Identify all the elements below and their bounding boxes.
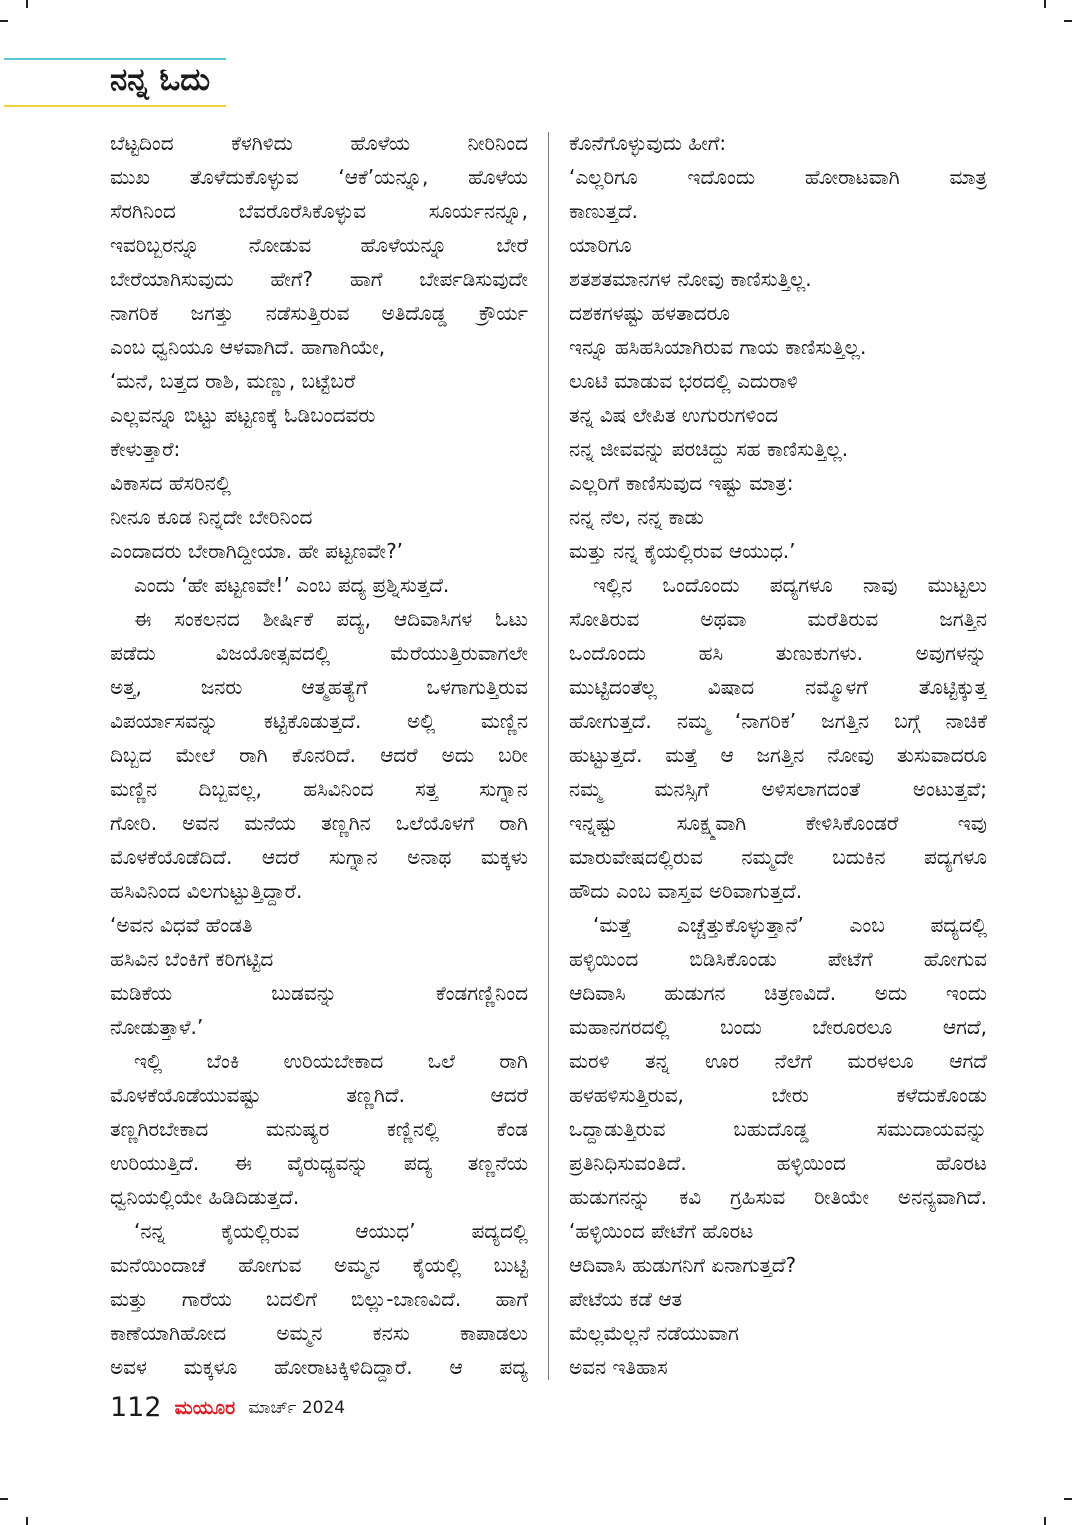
crop-mark-top-left — [26, 0, 28, 8]
text-line: ಮಡಿಕೆಯ ಬುಡವನ್ನು ಕೆಂಡಗಣ್ಣಿನಿಂದ — [110, 981, 528, 1005]
text-line: ಈ ಸಂಕಲನದ ಶೀರ್ಷಿಕೆ ಪದ್ಯ, ಆದಿವಾಸಿಗಳ ಓಟು — [134, 607, 528, 631]
text-line: ವಿಪರ್ಯಾಸವನ್ನು ಕಟ್ಟಿಕೊಡುತ್ತದೆ. ಅಲ್ಲಿ ಮಣ್ಣಿನ — [110, 709, 528, 733]
text-line: ಲೂಟಿ ಮಾಡುವ ಭರದಲ್ಲಿ ಎದುರಾಳಿ — [569, 369, 798, 393]
text-line: ಕೇಳುತ್ತಾರೆ: — [110, 437, 181, 461]
text-line: ಅವನ ಇತಿಹಾಸ — [569, 1355, 668, 1379]
text-line: ಎಂದಾದರು ಬೇರಾಗಿದ್ದೀಯಾ. ಹೇ ಪಟ್ಟಣವೇ?’ — [110, 539, 404, 563]
text-line: ನೀನೂ ಕೂಡ ನಿನ್ನದೇ ಬೇರಿನಿಂದ — [110, 505, 313, 529]
right-column — [569, 126, 987, 1384]
text-line: ಮಾರುವೇಷದಲ್ಲಿರುವ ನಮ್ಮದೇ ಬದುಕಿನ ಪದ್ಯಗಳೂ — [569, 845, 987, 869]
text-line: ಇನ್ನೂ ಹಸಿಹಸಿಯಾಗಿರುವ ಗಾಯ ಕಾಣಿಸುತ್ತಿಲ್ಲ. — [569, 335, 867, 359]
text-line: ಗೋರಿ. ಅವನ ಮನೆಯ ತಣ್ಣಗಿನ ಒಲೆಯೊಳಗೆ ರಾಗಿ — [110, 811, 528, 835]
section-title: ನನ್ನ ಓದು — [110, 62, 211, 98]
text-line: ದಿಬ್ಬದ ಮೇಲೆ ರಾಗಿ ಕೊನರಿದೆ. ಆದರೆ ಅದು ಬರೀ — [110, 743, 528, 767]
text-line: ಹಳ್ಳಿಯಿಂದ ಬಿಡಿಸಿಕೊಂಡು ಪೇಟೆಗೆ ಹೋಗುವ — [569, 947, 987, 971]
text-line: ತನ್ನ ವಿಷ ಲೇಪಿತ ಉಗುರುಗಳಿಂದ — [569, 403, 779, 427]
magazine-logo: ಮಯೂರ — [174, 1396, 236, 1419]
text-line: ಇನ್ನಷ್ಟು ಸೂಕ್ಷ್ಮವಾಗಿ ಕೇಳಿಸಿಕೊಂಡರೆ ಇವು — [569, 811, 987, 835]
text-line: ಹಸಿವಿನಿಂದ ವಿಲಗುಟ್ಟುತ್ತಿದ್ದಾರೆ. — [110, 879, 303, 903]
text-line: ಮಣ್ಣಿನ ದಿಬ್ಬವಲ್ಲ, ಹಸಿವಿನಿಂದ ಸತ್ತ ಸುಗ್ನಾನ — [110, 777, 528, 801]
page-number: 112 — [110, 1392, 162, 1423]
text-line: ಕೊನೆಗೊಳ್ಳುವುದು ಹೀಗೆ: — [569, 131, 727, 155]
crop-mark-bottom-left-h — [0, 1498, 8, 1500]
crop-mark-top-left-h — [0, 20, 8, 22]
text-line: ನೋಡುತ್ತಾಳೆ.’ — [110, 1015, 204, 1039]
section-heading — [0, 58, 230, 110]
text-line: ಮತ್ತು ನನ್ನ ಕೈಯಲ್ಲಿರುವ ಆಯುಧ.’ — [569, 539, 796, 563]
heading-rule-bottom — [4, 105, 226, 107]
text-line: ಬೇರೆಯಾಗಿಸುವುದು ಹೇಗೆ? ಹಾಗೆ ಬೇರ್ಪಡಿಸುವುದೇ — [110, 267, 528, 291]
text-line: ಹುಡುಗನನ್ನು ಕವಿ ಗ್ರಹಿಸುವ ರೀತಿಯೇ ಅನನ್ಯವಾಗಿದೆ. — [569, 1185, 987, 1209]
text-line: ಮಹಾನಗರದಲ್ಲಿ ಬಂದು ಬೇರೂರಲೂ ಆಗದೆ, — [569, 1015, 987, 1039]
text-line: ಇಲ್ಲಿ ಬೆಂಕಿ ಉರಿಯಬೇಕಾದ ಒಲೆ ರಾಗಿ — [134, 1049, 528, 1073]
text-line: ಹೌದು ಎಂಬ ವಾಸ್ತವ ಅರಿವಾಗುತ್ತದೆ. — [569, 879, 803, 903]
crop-mark-bottom-right-h — [1064, 1498, 1072, 1500]
text-line: ಅವಳ ಮಕ್ಕಳೂ ಹೋರಾಟಕ್ಕಿಳಿದಿದ್ದಾರೆ. ಆ ಪದ್ಯ — [110, 1355, 528, 1379]
text-line: ಇವರಿಬ್ಬರನ್ನೂ ನೋಡುವ ಹೊಳೆಯನ್ನೂ ಬೇರೆ — [110, 233, 528, 257]
issue-date: ಮಾರ್ಚ್ 2024 — [248, 1397, 346, 1418]
text-line: ಮನೆಯಿಂದಾಚೆ ಹೋಗುವ ಅಮ್ಮನ ಕೈಯಲ್ಲಿ ಬುಟ್ಟಿ — [110, 1253, 528, 1277]
text-line: ದಶಕಗಳಷ್ಟು ಹಳತಾದರೂ — [569, 301, 730, 325]
text-line: ನಮ್ಮ ಮನಸ್ಸಿಗೆ ಅಳಿಸಲಾಗದಂತೆ ಅಂಟುತ್ತವೆ; — [569, 777, 987, 801]
left-column — [110, 126, 528, 1384]
text-line: ಪ್ರತಿನಿಧಿಸುವಂತಿದೆ. ಹಳ್ಳಿಯಿಂದ ಹೊರಟ — [569, 1151, 987, 1175]
text-line: ಎಲ್ಲವನ್ನೂ ಬಿಟ್ಟು ಪಟ್ಟಣಕ್ಕೆ ಓಡಿಬಂದವರು — [110, 403, 376, 427]
column-divider — [548, 132, 549, 1380]
text-line: ಮೊಳಕೆಯೊಡೆಯುವಷ್ಟು ತಣ್ಣಗಿದೆ. ಆದರೆ — [110, 1083, 528, 1107]
text-line: ಒಂದೊಂದು ಹಸಿ ತುಣುಕುಗಳು. ಅವುಗಳನ್ನು — [569, 641, 987, 665]
text-line: ಎಂಬ ಧ್ವನಿಯೂ ಆಳವಾಗಿದೆ. ಹಾಗಾಗಿಯೇ, — [110, 335, 386, 359]
text-line: ‘ನನ್ನ ಕೈಯಲ್ಲಿರುವ ಆಯುಧ’ ಪದ್ಯದಲ್ಲಿ — [134, 1219, 528, 1243]
text-line: ಧ್ವನಿಯಲ್ಲಿಯೇ ಹಿಡಿದಿಡುತ್ತದೆ. — [110, 1185, 300, 1209]
text-line: ‘ಎಲ್ಲರಿಗೂ ಇದೊಂದು ಹೋರಾಟವಾಗಿ ಮಾತ್ರ — [569, 165, 987, 189]
text-line: ಮರಳಿ ತನ್ನ ಊರ ನೆಲೆಗೆ ಮರಳಲೂ ಆಗದೆ — [569, 1049, 987, 1073]
text-line: ಹಳಹಳಿಸುತ್ತಿರುವ, ಬೇರು ಕಳೆದುಕೊಂಡು — [569, 1083, 987, 1107]
text-line: ನನ್ನ ನೆಲ, ನನ್ನ ಕಾಡು — [569, 505, 704, 529]
text-line: ಹಸಿವಿನ ಬೆಂಕಿಗೆ ಕರಿಗಟ್ಟಿದ — [110, 947, 274, 971]
text-line: ವಿಕಾಸದ ಹೆಸರಿನಲ್ಲಿ — [110, 471, 231, 495]
text-line: ಎಲ್ಲರಿಗೆ ಕಾಣಿಸುವುದ ಇಷ್ಟು ಮಾತ್ರ: — [569, 471, 794, 495]
text-line: ಹೋಗುತ್ತದೆ. ನಮ್ಮ ‘ನಾಗರಿಕ’ ಜಗತ್ತಿನ ಬಗ್ಗೆ ನಾಚಿಕೆ — [569, 709, 987, 733]
text-line: ಶತಶತಮಾನಗಳ ನೋವು ಕಾಣಿಸುತ್ತಿಲ್ಲ. — [569, 267, 812, 291]
text-line: ಕಾಣುತ್ತದೆ. — [569, 199, 638, 223]
text-line: ಮುಟ್ಟಿದಂತೆಲ್ಲ ವಿಷಾದ ನಮ್ಮೊಳಗೆ ತೊಟ್ಟಿಕ್ಕುತ್ತ — [569, 675, 987, 699]
text-line: ಸೆರಗಿನಿಂದ ಬೆವರೊರೆಸಿಕೊಳ್ಳುವ ಸೂರ್ಯನನ್ನೂ, — [110, 199, 528, 223]
text-line: ಮತ್ತು ಗಾರೆಯ ಬದಲಿಗೆ ಬಿಲ್ಲು-ಬಾಣವಿದೆ. ಹಾಗೆ — [110, 1287, 528, 1311]
text-line: ಮುಖ ತೊಳೆದುಕೊಳ್ಳುವ ‘ಆಕೆ’ಯನ್ನೂ, ಹೊಳೆಯ — [110, 165, 528, 189]
text-line: ನನ್ನ ಜೀವವನ್ನು ಪರಚಿದ್ದು ಸಹ ಕಾಣಿಸುತ್ತಿಲ್ಲ. — [569, 437, 849, 461]
crop-mark-bottom-left — [26, 1517, 28, 1525]
crop-mark-top-right — [1044, 0, 1046, 8]
text-line: ‘ಹಳ್ಳಿಯಿಂದ ಪೇಟೆಗೆ ಹೊರಟ — [569, 1219, 754, 1243]
text-line: ಪೇಟೆಯ ಕಡೆ ಆತ — [569, 1287, 683, 1311]
text-line: ತಣ್ಣಗಿರಬೇಕಾದ ಮನುಷ್ಯರ ಕಣ್ಣಿನಲ್ಲಿ ಕೆಂಡ — [110, 1117, 528, 1141]
text-line: ಉರಿಯುತ್ತಿದೆ. ಈ ವೈರುಧ್ಯವನ್ನು ಪದ್ಯ ತಣ್ಣನೆಯ — [110, 1151, 528, 1175]
text-line: ‘ಮನೆ, ಬತ್ತದ ರಾಶಿ, ಮಣ್ಣು, ಬಟ್ಟೆಬರೆ — [110, 369, 356, 393]
text-line: ಅತ್ತ, ಜನರು ಆತ್ಮಹತ್ಯೆಗೆ ಒಳಗಾಗುತ್ತಿರುವ — [110, 675, 528, 699]
text-line: ‘ಮತ್ತೆ ಎಚ್ಚೆತ್ತುಕೊಳ್ಳುತ್ತಾನೆ’ ಎಂಬ ಪದ್ಯದಲ್ಲಿ — [593, 913, 987, 937]
text-line: ಮೊಳಕೆಯೊಡೆದಿದೆ. ಆದರೆ ಸುಗ್ನಾನ ಅನಾಥ ಮಕ್ಕಳು — [110, 845, 528, 869]
text-line: ಒದ್ದಾಡುತ್ತಿರುವ ಬಹುದೊಡ್ಡ ಸಮುದಾಯವನ್ನು — [569, 1117, 987, 1141]
text-line: ‘ಅವನ ವಿಧವೆ ಹೆಂಡತಿ — [110, 913, 253, 937]
text-line: ಬೆಟ್ಟದಿಂದ ಕೆಳಗಿಳಿದು ಹೊಳೆಯ ನೀರಿನಿಂದ — [110, 131, 528, 155]
text-line: ನಾಗರಿಕ ಜಗತ್ತು ನಡೆಸುತ್ತಿರುವ ಅತಿದೊಡ್ಡ ಕ್ರೌರ್ಯ — [110, 301, 528, 325]
text-line: ಸೋತಿರುವ ಅಥವಾ ಮರೆತಿರುವ ಜಗತ್ತಿನ — [569, 607, 987, 631]
page-footer — [110, 1392, 345, 1432]
crop-mark-top-right-h — [1064, 20, 1072, 22]
text-line: ಹುಟ್ಟುತ್ತದೆ. ಮತ್ತೆ ಆ ಜಗತ್ತಿನ ನೋವು ತುಸುವಾದರೂ — [569, 743, 987, 767]
text-line: ಮೆಲ್ಲಮೆಲ್ಲನೆ ನಡೆಯುವಾಗ — [569, 1321, 739, 1345]
text-line: ಆದಿವಾಸಿ ಹುಡುಗನಿಗೆ ಏನಾಗುತ್ತದೆ? — [569, 1253, 797, 1277]
heading-rule-top — [4, 58, 226, 60]
text-line: ಯಾರಿಗೂ — [569, 233, 632, 257]
text-line: ಕಾಣೆಯಾಗಿಹೋದ ಅಮ್ಮನ ಕನಸು ಕಾಪಾಡಲು — [110, 1321, 528, 1345]
text-line: ಎಂದು ‘ಹೇ ಪಟ್ಟಣವೇ!’ ಎಂಬ ಪದ್ಯ ಪ್ರಶ್ನಿಸುತ್ತದೆ. — [134, 573, 450, 597]
text-line: ಪಡೆದು ವಿಜಯೋತ್ಸವದಲ್ಲಿ ಮೆರೆಯುತ್ತಿರುವಾಗಲೇ — [110, 641, 528, 665]
crop-mark-bottom-right — [1044, 1517, 1046, 1525]
text-line: ಆದಿವಾಸಿ ಹುಡುಗನ ಚಿತ್ರಣವಿದೆ. ಅದು ಇಂದು — [569, 981, 987, 1005]
text-line: ಇಲ್ಲಿನ ಒಂದೊಂದು ಪದ್ಯಗಳೂ ನಾವು ಮುಟ್ಟಲು — [593, 573, 987, 597]
